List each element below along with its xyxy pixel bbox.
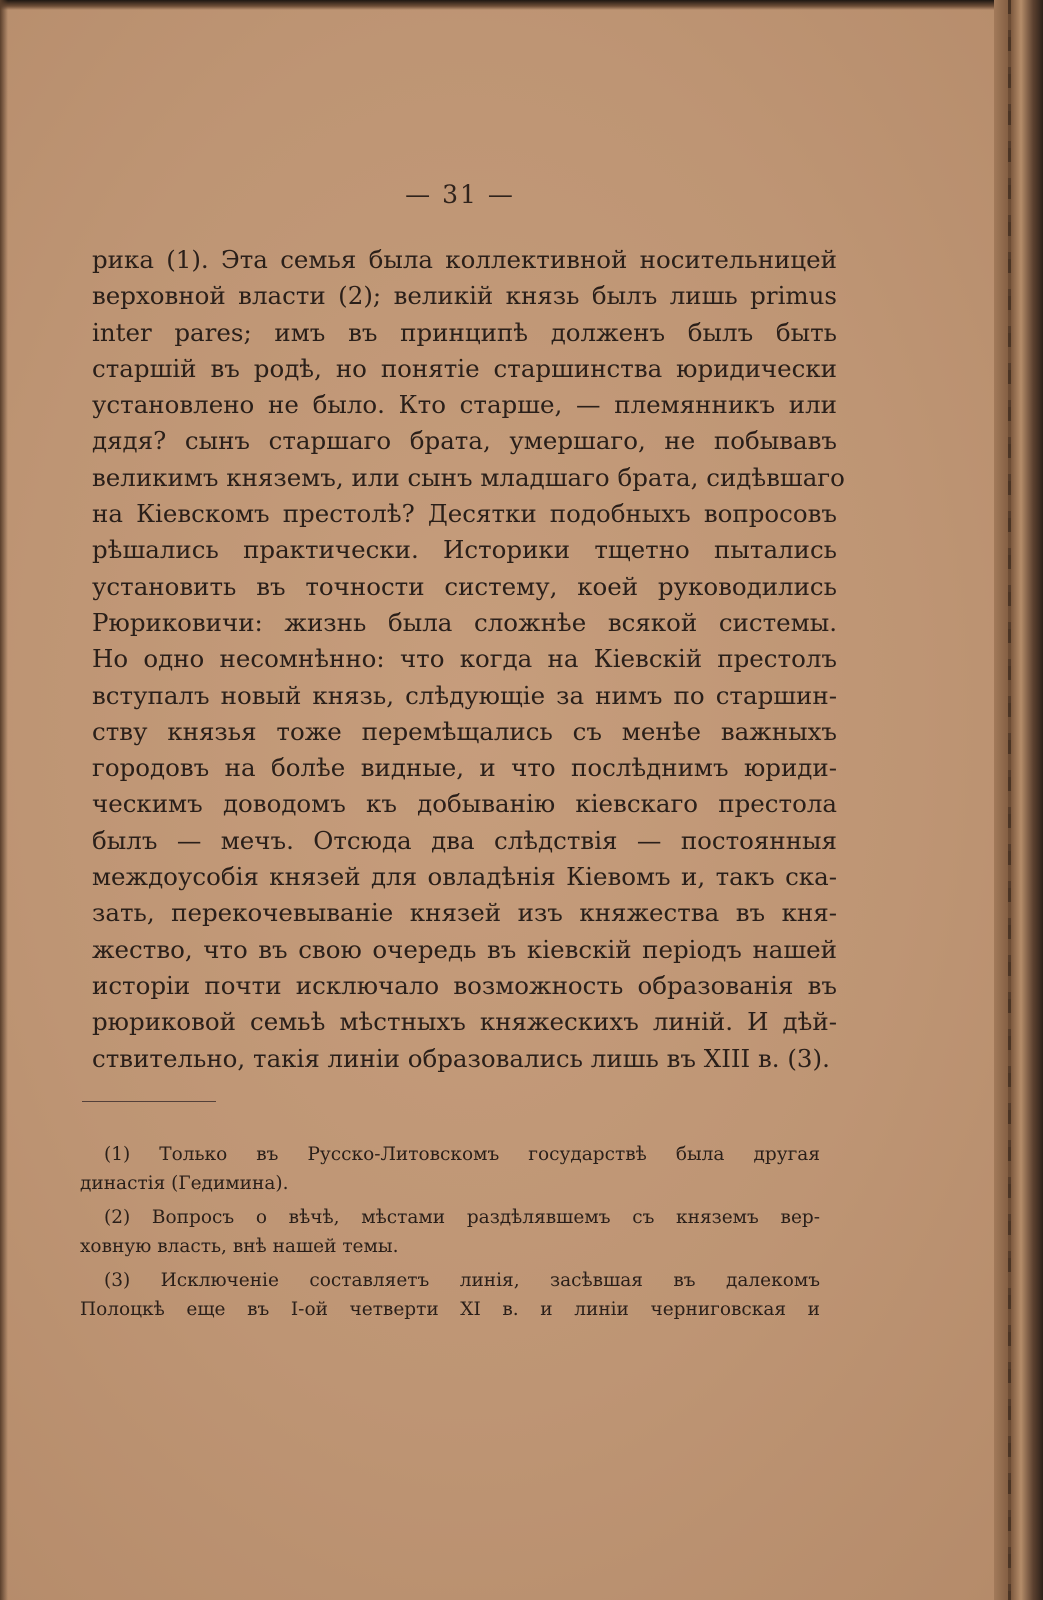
- text-line: зать, перекочевываніе князей изъ княжества въ кня-: [92, 898, 837, 928]
- footnote-line: (1) Только въ Русско-Литовскомъ государствѣ была другая: [104, 1144, 820, 1165]
- footnote-line: династія (Гедимина).: [80, 1173, 289, 1194]
- text-line: дядя? сынъ старшаго брата, умершаго, не побывавъ: [92, 426, 837, 456]
- page-top-edge: [0, 0, 1043, 10]
- footnote-3: [80, 1266, 820, 1324]
- book-spine: [994, 0, 1043, 1600]
- main-text: [92, 242, 845, 1077]
- text-line: междоусобія князей для овладѣнія Кіевомъ и, такъ ска-: [92, 862, 837, 892]
- text-line: великимъ княземъ, или сынъ младшаго брата, сидѣвшаго: [92, 462, 845, 492]
- spine-binding: [1008, 0, 1011, 1600]
- text-line: рѣшались практически. Историки тщетно пытались: [92, 535, 837, 565]
- text-line: верховной власти (2); великій князь былъ лишь primus: [92, 281, 837, 311]
- text-line: установить въ точности систему, коей руководились: [92, 571, 837, 601]
- text-line: inter pares; имъ въ принципѣ долженъ былъ быть: [92, 317, 837, 347]
- footnote-line: Полоцкѣ еще въ I-ой четверти XI в. и линіи черниговская и: [80, 1299, 820, 1320]
- footnote-divider: [82, 1101, 216, 1102]
- text-line: жество, что въ свою очередь въ кіевскій періодъ нашей: [92, 934, 837, 964]
- text-line: Рюриковичи: жизнь была сложнѣе всякой системы.: [92, 607, 837, 637]
- text-line: вступалъ новый князь, слѣдующіе за нимъ по старшин-: [92, 680, 837, 710]
- text-line: рика (1). Эта семья была коллективной носительницей: [92, 245, 837, 274]
- footnote-line: ховную власть, внѣ нашей темы.: [80, 1236, 399, 1257]
- footnote-2: [80, 1203, 820, 1261]
- page-left-edge: [0, 0, 8, 1600]
- text-line: городовъ на болѣе видные, и что послѣднимъ юриди-: [92, 753, 837, 783]
- text-line: на Кіевскомъ престолѣ? Десятки подобныхъ вопросовъ: [92, 499, 837, 529]
- page-number: — 31 —: [405, 180, 515, 209]
- text-line: былъ — мечъ. Отсюда два слѣдствія — постоянныя: [92, 825, 837, 855]
- text-line: ствительно, такія линіи образовались лишь въ XIII в. (3).: [92, 1043, 830, 1073]
- text-line: ческимъ доводомъ къ добыванію кіевскаго престола: [92, 789, 837, 819]
- footnote-line: (3) Исключеніе составляетъ линія, засѣвшая въ далекомъ: [104, 1270, 820, 1291]
- text-line: старшій въ родѣ, но понятіе старшинства юридически: [92, 353, 837, 383]
- footnotes: [80, 1140, 820, 1324]
- text-line: установлено не было. Кто старше, — племянникъ или: [92, 390, 837, 420]
- text-line: Но одно несомнѣнно: что когда на Кіевскій престолъ: [92, 644, 837, 674]
- text-line: исторіи почти исключало возможность образованія въ: [92, 970, 837, 1000]
- footnote-line: (2) Вопросъ о вѣчѣ, мѣстами раздѣлявшемъ съ княземъ вер-: [104, 1207, 820, 1228]
- text-line: ству князья тоже перемѣщались съ менѣе важныхъ: [92, 716, 837, 746]
- footnote-1: [80, 1140, 820, 1198]
- text-line: рюриковой семьѣ мѣстныхъ княжескихъ линій. И дѣй-: [92, 1007, 837, 1037]
